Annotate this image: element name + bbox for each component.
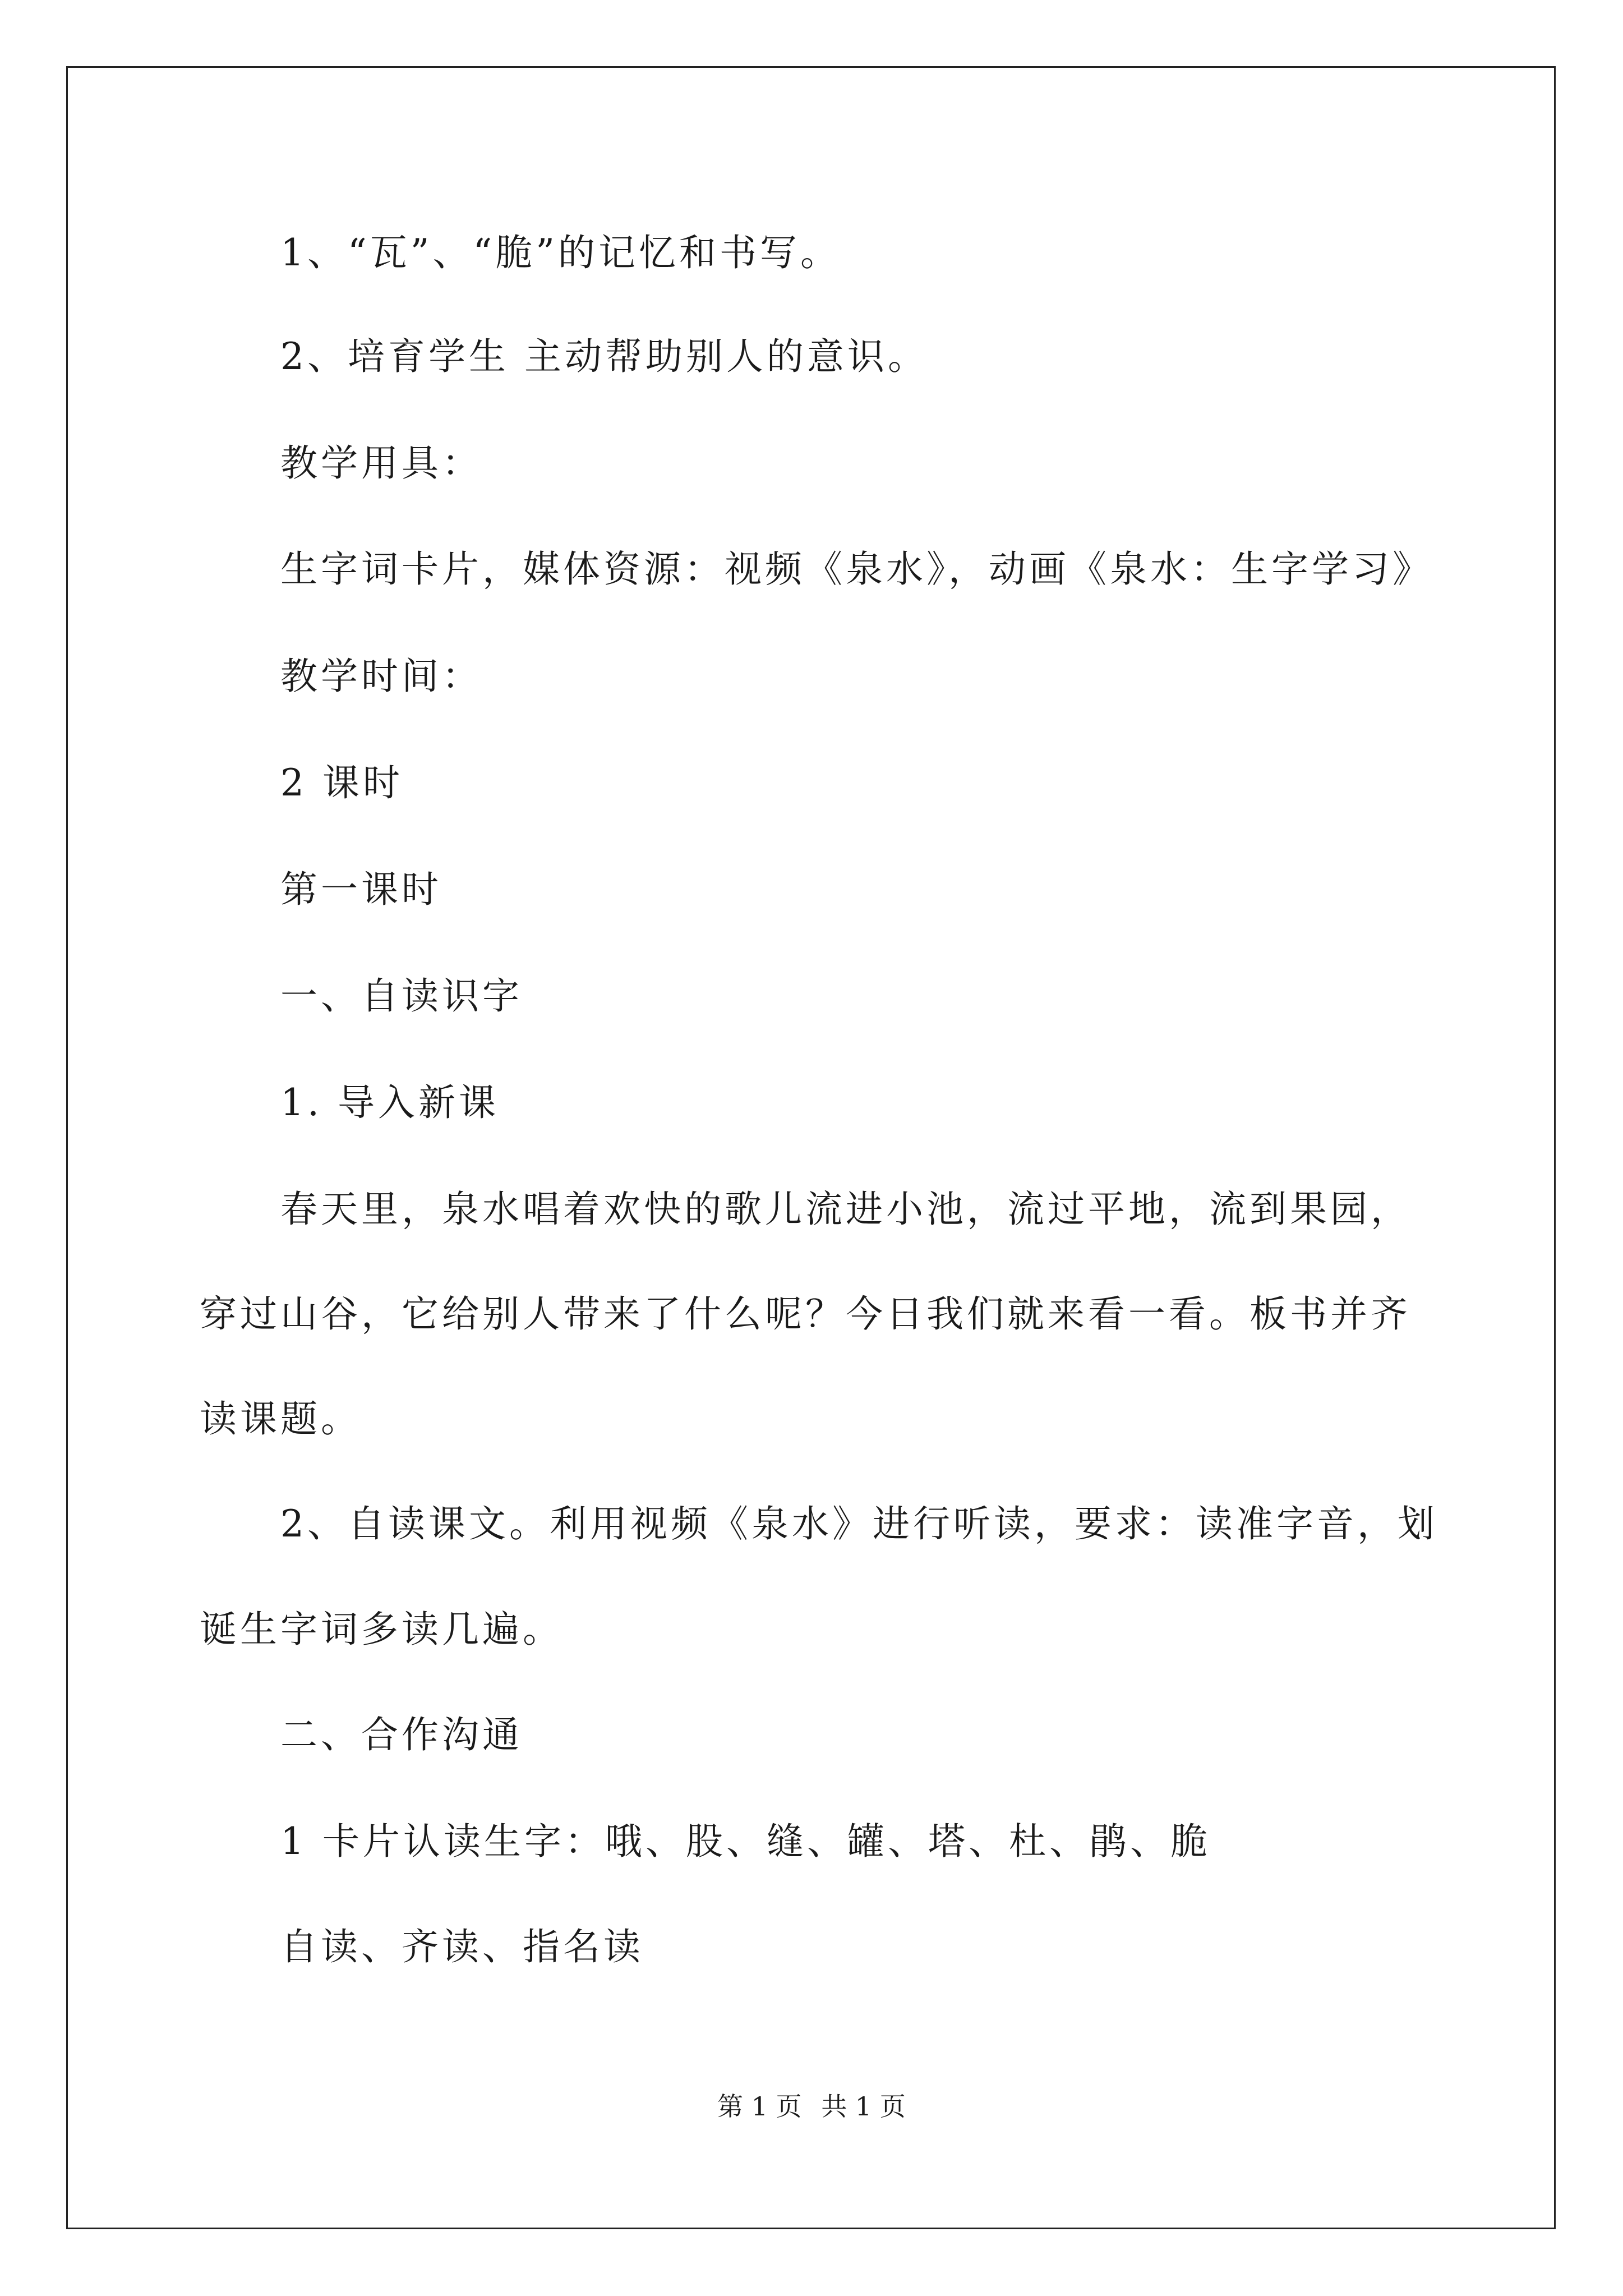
text-line-17: 自读、齐读、指名读 [280, 1925, 644, 1968]
text-line-10: 春天里，泉水唱着欢快的歌儿流进小池，流过平地，流到果园， [280, 1188, 1411, 1231]
text-line-13: 2、自读课文。利用视频《泉水》进行听读，要求：读准字音，划 [280, 1502, 1438, 1545]
text-line-12: 读课题。 [200, 1397, 361, 1441]
text-line-3: 教学用具： [280, 441, 482, 485]
text-line-15: 二、合作沟通 [280, 1713, 523, 1756]
text-line-11: 穿过山谷，它给别人带来了什么呢？今日我们就来看一看。板书并齐 [200, 1292, 1411, 1336]
text-line-5: 教学时间： [280, 655, 482, 698]
text-line-6: 2 课时 [280, 761, 403, 804]
page-border [66, 66, 1556, 2229]
text-line-1: 1、“瓦”、“脆”的记忆和书写。 [280, 231, 841, 274]
text-line-2: 2、培育学生 主动帮助别人的意识。 [280, 335, 928, 378]
page-footer [0, 2091, 1623, 2122]
text-line-4: 生字词卡片，媒体资源：视频《泉水》，动画《泉水：生字学习》 [280, 547, 1433, 591]
page-number-current: 第 1 页 [717, 2091, 802, 2122]
text-line-14: 诞生字词多读几遍。 [200, 1608, 563, 1651]
text-line-8: 一、自读识字 [280, 974, 523, 1018]
text-line-16: 1 卡片认读生字：哦、股、缝、罐、塔、杜、鹃、脆 [280, 1820, 1211, 1863]
page-number-total: 共 1 页 [821, 2091, 906, 2122]
text-line-9: 1. 导入新课 [280, 1081, 499, 1124]
text-line-7: 第一课时 [280, 868, 442, 911]
